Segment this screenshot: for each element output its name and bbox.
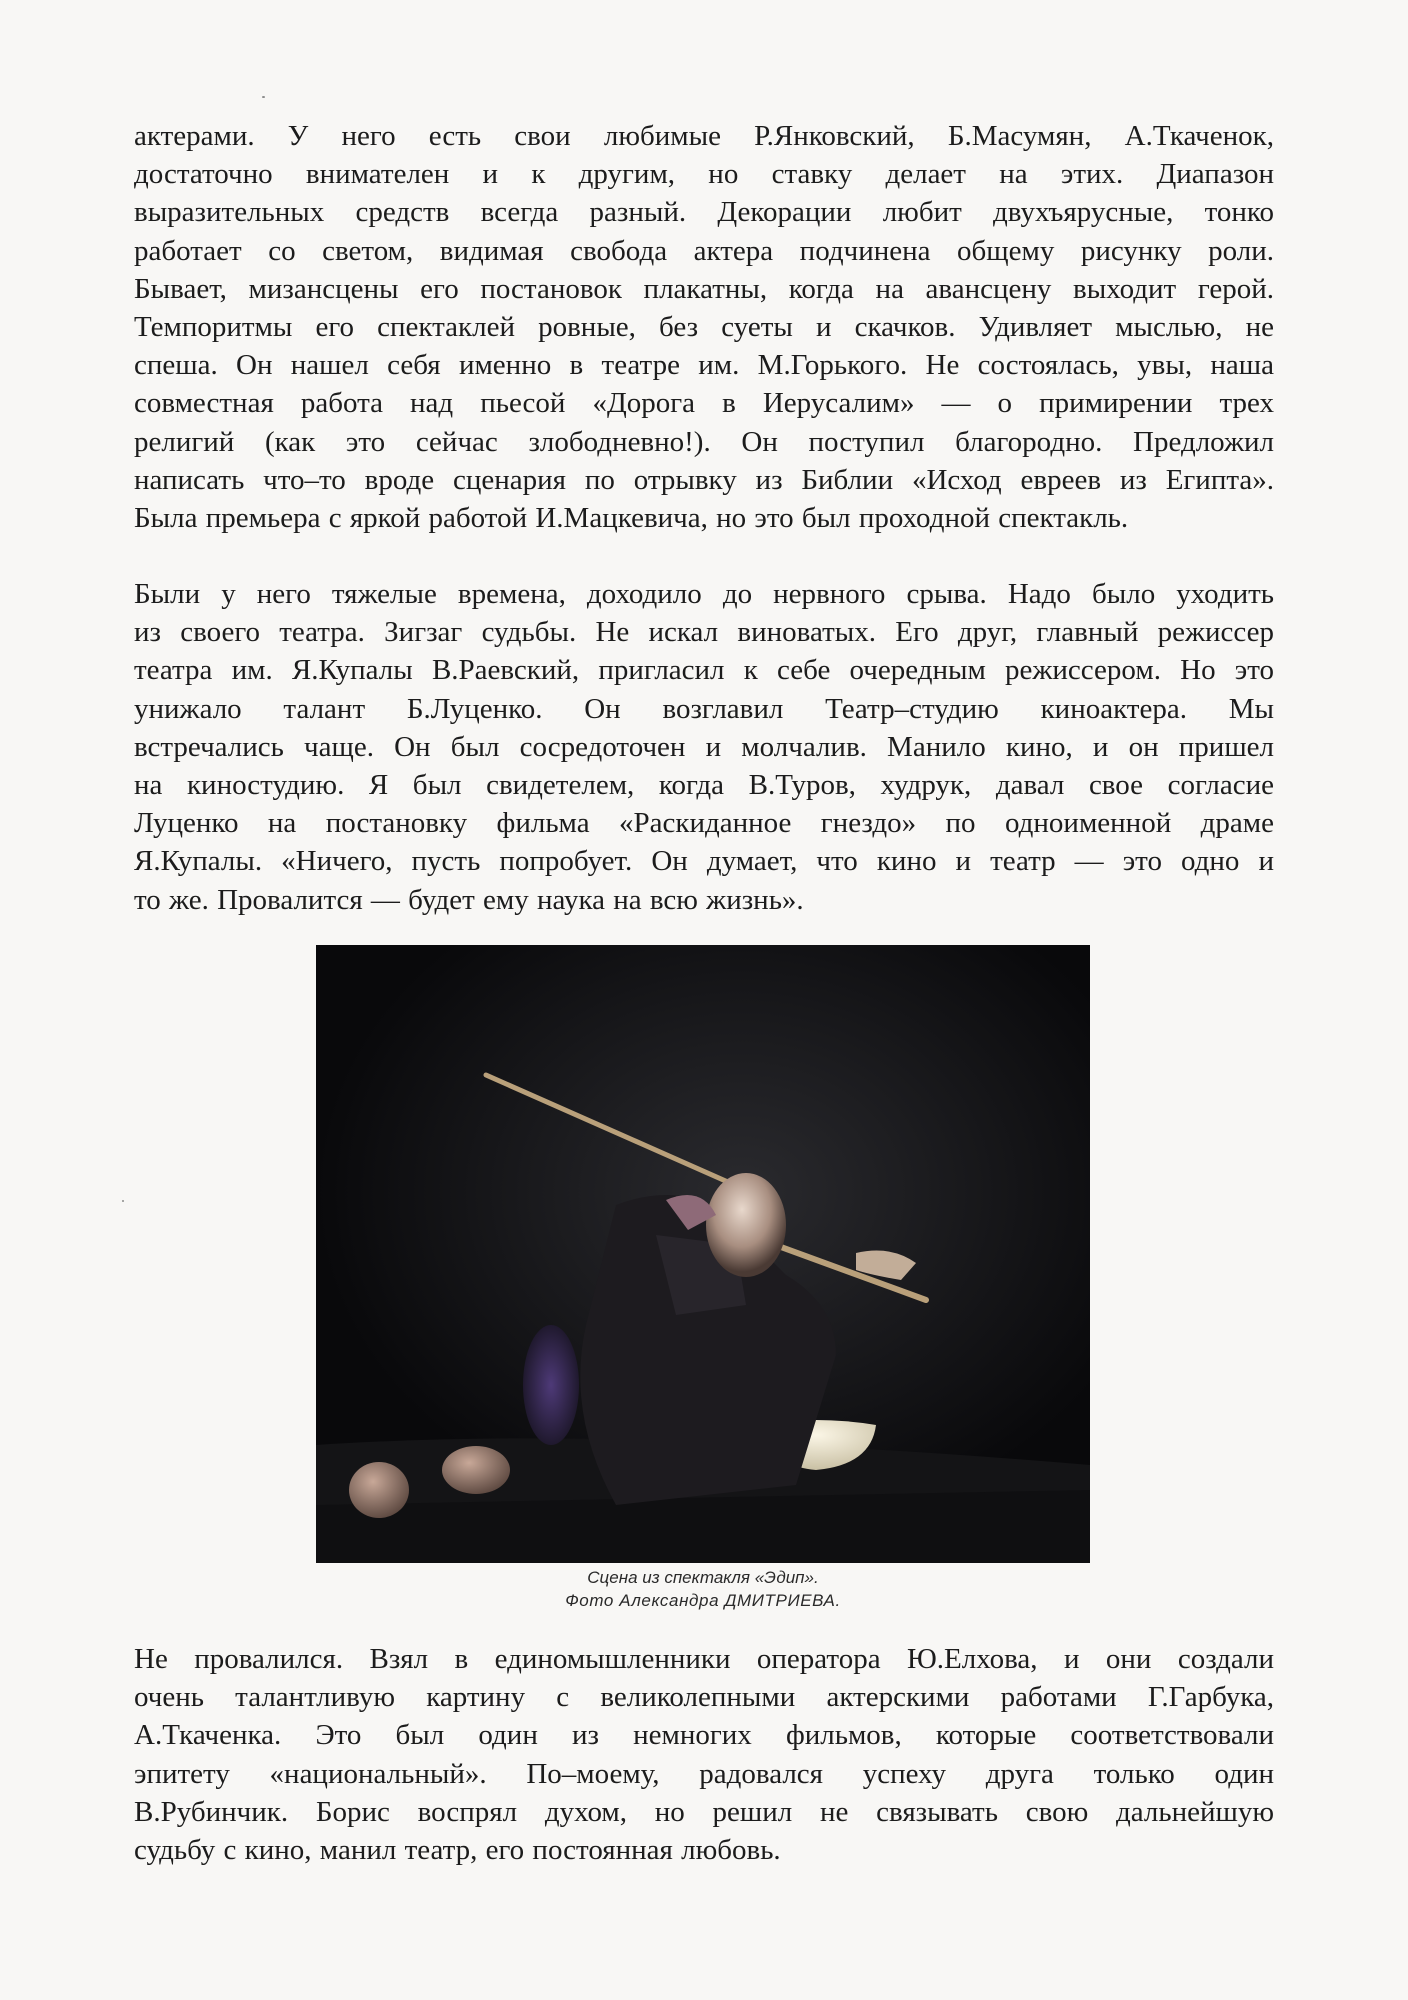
photo-caption-credit: Фото Александра ДМИТРИЕВА. (565, 1591, 841, 1610)
text-line: спеша. Он нашел себя именно в театре им. М.Горького. Не состоялась, увы, наша (134, 349, 1274, 382)
text-line: унижало талант Б.Луценко. Он возглавил Театр–студию киноактера. Мы (134, 692, 1274, 725)
paragraph-3 (134, 1640, 1274, 1869)
text-line: встречались чаще. Он был сосредоточен и молчалив. Манило кино, и он пришел (134, 730, 1274, 763)
text-line: написать что–то вроде сценария по отрывку из Библии «Исход евреев из Египта». (134, 463, 1274, 496)
paragraph-1 (134, 117, 1274, 537)
text-line: театра им. Я.Купалы В.Раевский, пригласил к себе очередным режиссером. Но это (134, 654, 1274, 687)
text-line: Темпоритмы его спектаклей ровные, без суеты и скачков. Удивляет мыслью, не (134, 311, 1274, 344)
text-line: достаточно внимателен и к другим, но ставку делает на этих. Диапазон (134, 158, 1274, 191)
text-line: очень талантливую картину с великолепными актерскими работами Г.Гарбука, (134, 1681, 1274, 1714)
text-line: совместная работа над пьесой «Дорога в Иерусалим» — о примирении трех (134, 387, 1274, 420)
text-line: эпитету «национальный». По–моему, радовался успеху друга только один (134, 1757, 1274, 1790)
stage-photo (316, 945, 1090, 1563)
text-line: Я.Купалы. «Ничего, пусть попробует. Он думает, что кино и театр — это одно и (134, 845, 1274, 878)
text-line: А.Ткаченка. Это был один из немногих фильмов, которые соответствовали (134, 1719, 1274, 1752)
text-line: Бывает, мизансцены его постановок плакатны, когда на авансцену выходит герой. (134, 272, 1274, 305)
text-line: Луценко на постановку фильма «Раскиданное гнездо» по одноименной драме (134, 807, 1274, 840)
paragraph-2 (134, 575, 1274, 919)
text-line: Была премьера с яркой работой И.Мацкевича, но это был проходной спектакль. (134, 502, 1129, 535)
text-line: судьбу с кино, манил театр, его постоянная любовь. (134, 1834, 781, 1867)
photo-illustration (316, 945, 1090, 1563)
text-line: актерами. У него есть свои любимые Р.Янковский, Б.Масумян, А.Ткаченок, (134, 120, 1274, 152)
scan-speck (262, 96, 265, 98)
text-line: то же. Провалится — будет ему наука на всю жизнь». (134, 883, 804, 916)
text-line: Были у него тяжелые времена, доходило до нервного срыва. Надо было уходить (134, 578, 1274, 610)
scan-speck (122, 1200, 124, 1202)
text-line: религий (как это сейчас злободневно!). Он поступил благородно. Предложил (134, 425, 1274, 458)
text-line: на киностудию. Я был свидетелем, когда В.Туров, худрук, давал свое согласие (134, 769, 1274, 802)
text-line: работает со светом, видимая свобода актера подчинена общему рисунку роли. (134, 234, 1274, 267)
text-line: В.Рубинчик. Борис воспрял духом, но решил не связывать свою дальнейшую (134, 1795, 1274, 1828)
text-line: выразительных средств всегда разный. Декорации любит двухъярусные, тонко (134, 196, 1274, 229)
photo-caption-title: Сцена из спектакля «Эдип». (587, 1568, 819, 1587)
text-line: из своего театра. Зигзаг судьбы. Не искал виноватых. Его друг, главный режиссер (134, 616, 1274, 649)
text-line: Не провалился. Взял в единомышленники оператора Ю.Елхова, и они создали (134, 1643, 1274, 1675)
